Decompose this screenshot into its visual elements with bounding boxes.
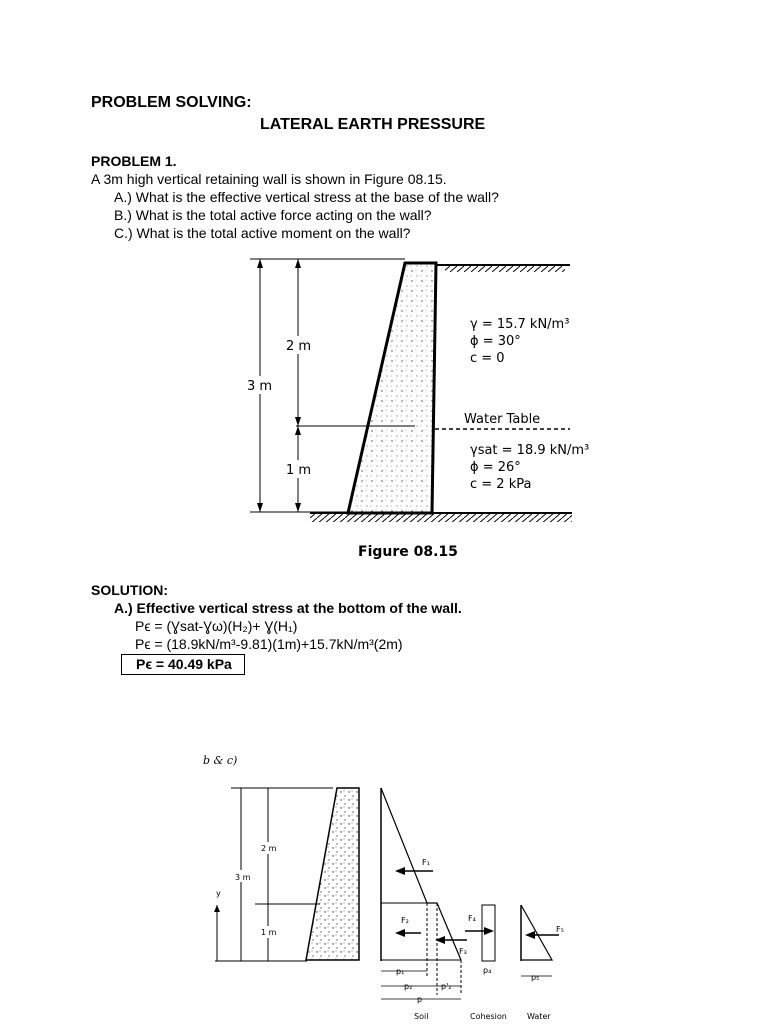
dim-arrow [257,259,263,268]
solution-part-a: A.) Effective vertical stress at the bottom of the wall. [114,600,462,616]
lower-phi: ϕ = 26° [470,460,521,475]
p1-label: p₁ [396,967,405,976]
question-a: A.) What is the effective vertical stress at the base of the wall? [114,189,499,205]
dim-arrow [295,426,301,435]
force-f1-label: F₁ [422,858,430,867]
lower-gamma: γsat = 18.9 kN/m³ [470,443,590,458]
dim-arrow [257,503,263,512]
force-f2-label: F₂ [401,916,409,925]
dim-1m-label: 1 m [261,928,277,937]
soil-pressure-line [381,788,461,960]
title-problem-solving: PROBLEM SOLVING: [91,94,252,111]
p5-label: p₅ [531,973,540,982]
dim-1m-label: 1 m [286,463,312,478]
solution-heading: SOLUTION: [91,582,168,598]
part-bc-label: b & c) [203,754,238,767]
cohesion-label: Cohesion [470,1012,507,1021]
dim-3m-label: 3 m [247,379,273,394]
arrowhead [395,867,405,875]
force-f3-label: F₃ [459,947,467,956]
p2-label: p₂ [404,982,413,991]
question-c: C.) What is the total active moment on the wall? [114,225,411,241]
arrowhead [395,929,405,937]
pressure-diagram-figure [195,750,575,1024]
force-f5-label: F₅ [556,925,564,934]
equation-1: Pϵ = (Ɣsat-Ɣω)(H₂)+ Ɣ(H₁) [135,618,298,634]
water-pressure-line [521,905,552,960]
p4-label: p₄ [483,966,492,975]
title-lateral-earth-pressure: LATERAL EARTH PRESSURE [260,116,486,133]
base-hatch [310,514,572,522]
dim-arrow [295,259,301,268]
problem-statement: A 3m high vertical retaining wall is shown in Figure 08.15. [91,171,447,187]
dim-arrow [214,905,220,912]
soil-label: Soil [414,1012,429,1021]
p2prime-label: p'₂ [441,982,452,991]
arrowhead [525,931,535,939]
retaining-wall [348,263,436,513]
p-label: p [417,995,423,1004]
y-label: y [216,889,221,898]
upper-gamma: γ = 15.7 kN/m³ [470,317,570,332]
equation-2: Pϵ = (18.9kN/m³-9.81)(1m)+15.7kN/m³(2m) [135,636,403,652]
lower-c: c = 2 kPa [470,477,532,492]
question-b: B.) What is the total active force acting on the wall? [114,207,432,223]
dim-2m-label: 2 m [261,844,277,853]
dim-3m-label: 3 m [235,873,251,882]
dim-arrow [295,503,301,512]
upper-c: c = 0 [470,351,505,366]
dim-2m-label: 2 m [286,339,312,354]
water-label: Water [527,1012,551,1021]
problem-heading: PROBLEM 1. [91,153,177,169]
figure-caption: Figure 08.15 [358,544,458,560]
retaining-wall-figure [240,248,600,568]
upper-phi: ϕ = 30° [470,334,521,349]
force-f4-label: F₄ [468,914,476,923]
water-table-label: Water Table [464,412,541,427]
answer-box: Pϵ = 40.49 kPa [121,654,245,675]
dim-arrow [295,417,301,426]
retaining-wall [306,788,359,960]
arrowhead [435,936,445,944]
